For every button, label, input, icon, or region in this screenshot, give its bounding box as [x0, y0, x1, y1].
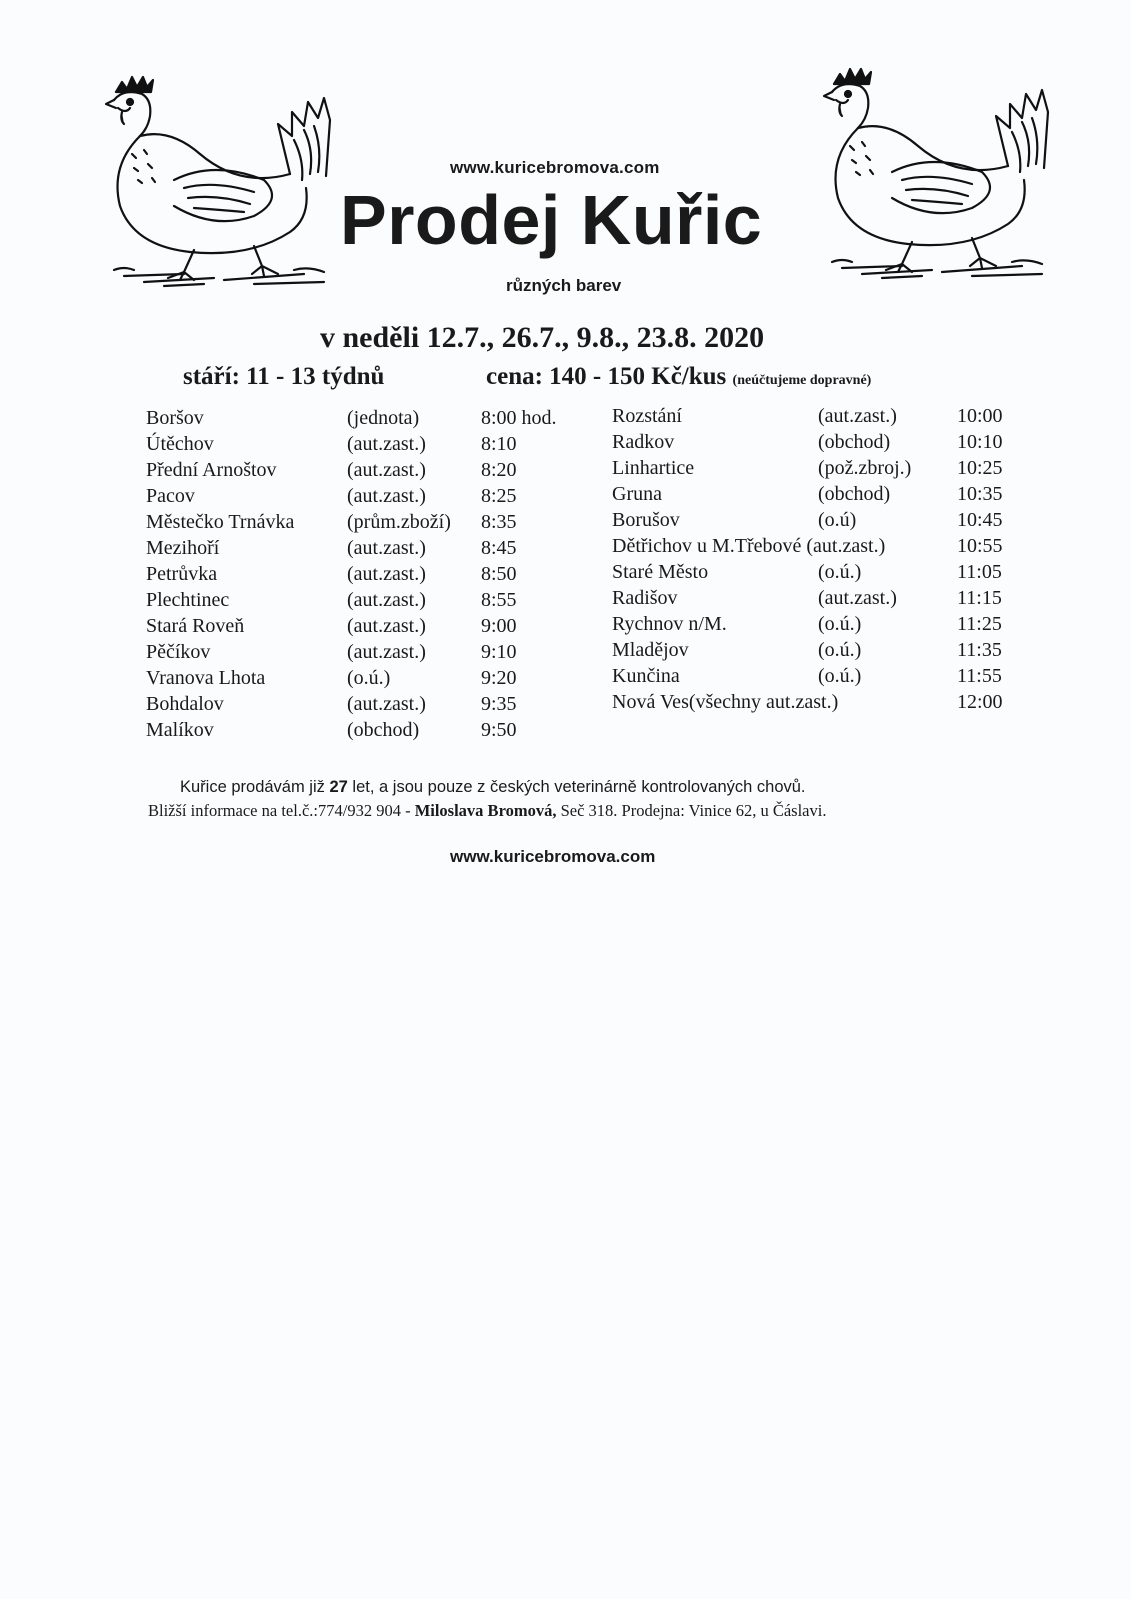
stop-time: 10:55	[957, 535, 1003, 557]
stop-type: (aut.zast.)	[347, 459, 426, 481]
schedule-row	[612, 689, 1012, 715]
stop-place: Bohdalov	[146, 693, 224, 715]
stop-time: 10:00	[957, 405, 1003, 427]
stop-place: Staré Město	[612, 561, 709, 583]
hen-illustration-right	[822, 62, 1062, 282]
stop-type: (obchod)	[347, 719, 420, 741]
schedule-row	[146, 665, 586, 691]
website-url-top: www.kuricebromova.com	[450, 158, 660, 177]
footer-info-line-2	[148, 801, 826, 821]
stop-time: 8:20	[481, 459, 517, 481]
stop-time: 9:35	[481, 693, 517, 715]
stop-place: Městečko Trnávka	[146, 511, 295, 533]
footer-info-line-1	[180, 778, 806, 797]
schedule-row	[146, 457, 586, 483]
stop-place: Radišov	[612, 587, 678, 609]
stop-type: (o.ú.)	[818, 665, 862, 687]
schedule-row	[146, 509, 586, 535]
footer-text: let, a jsou pouze z českých veterinárně kontrolovaných chovů.	[347, 778, 806, 796]
stop-type: (aut.zast.)	[347, 615, 426, 637]
stop-type: (aut.zast.)	[347, 433, 426, 455]
stop-place: Radkov	[612, 431, 675, 453]
stop-place: Petrůvka	[146, 563, 218, 585]
schedule-row	[612, 611, 1012, 637]
stop-type: (pož.zbroj.)	[818, 457, 912, 479]
price-info	[486, 363, 871, 391]
stop-type: (jednota)	[347, 407, 420, 429]
stop-place: Pěčíkov	[146, 641, 211, 663]
stop-place: Útěchov	[146, 433, 214, 455]
stop-time: 9:50	[481, 719, 517, 741]
contact-phone: Bližší informace na tel.č.:774/932 904 -	[148, 801, 415, 820]
schedule-row	[612, 429, 1012, 455]
hen-illustration-left	[104, 70, 344, 290]
schedule-row	[612, 455, 1012, 481]
stop-time: 9:20	[481, 667, 517, 689]
stop-place: Plechtinec	[146, 589, 230, 611]
stop-type: (o.ú.)	[818, 613, 862, 635]
stop-place: Pacov	[146, 485, 195, 507]
stop-type: (o.ú.)	[347, 667, 391, 689]
stop-time: 12:00	[957, 691, 1003, 713]
stop-time: 9:00	[481, 615, 517, 637]
stop-type: (o.ú)	[818, 509, 857, 531]
stop-time: 11:25	[957, 613, 1002, 635]
stop-time: 8:25	[481, 485, 517, 507]
page-title: Prodej Kuřic	[340, 181, 763, 259]
schedule-row	[146, 717, 586, 743]
schedule-row	[612, 533, 1012, 559]
stop-time: 10:25	[957, 457, 1003, 479]
stop-place: Přední Arnoštov	[146, 459, 277, 481]
schedule-row	[612, 507, 1012, 533]
stop-place: Rychnov n/M.	[612, 613, 727, 635]
schedule-row	[146, 691, 586, 717]
stop-place: Linhartice	[612, 457, 695, 479]
stop-time: 8:35	[481, 511, 517, 533]
schedule-row	[612, 559, 1012, 585]
schedule-row	[146, 587, 586, 613]
website-url-bottom: www.kuricebromova.com	[450, 847, 656, 866]
stop-place: Boršov	[146, 407, 204, 429]
stop-type: (prům.zboží)	[347, 511, 451, 533]
schedule-row	[612, 585, 1012, 611]
schedule-row	[146, 639, 586, 665]
stop-place: Mladějov	[612, 639, 689, 661]
stop-type: (aut.zast.)	[347, 641, 426, 663]
stop-place: Rozstání	[612, 405, 682, 427]
stop-type: (aut.zast.)	[818, 587, 897, 609]
stop-time: 8:50	[481, 563, 517, 585]
stop-place: Stará Roveň	[146, 615, 245, 637]
stop-time: 10:10	[957, 431, 1003, 453]
footer-text: Kuřice prodávám již	[180, 778, 330, 796]
stop-place: Vranova Lhota	[146, 667, 266, 689]
stop-time: 11:55	[957, 665, 1002, 687]
schedule-row	[146, 483, 586, 509]
schedule-row	[146, 535, 586, 561]
stop-time: 11:35	[957, 639, 1002, 661]
stop-time: 9:10	[481, 641, 517, 663]
stop-place: Gruna	[612, 483, 662, 505]
age-info: stáří: 11 - 13 týdnů	[183, 363, 385, 390]
stop-time: 10:35	[957, 483, 1003, 505]
stop-place: Nová Ves(všechny aut.zast.)	[612, 691, 839, 713]
stop-type: (aut.zast.)	[347, 537, 426, 559]
schedule-row	[612, 637, 1012, 663]
contact-address: Seč 318. Prodejna: Vinice 62, u Čáslavi.	[556, 801, 827, 820]
stop-time: 8:10	[481, 433, 517, 455]
stop-place: Borušov	[612, 509, 680, 531]
stop-type: (aut.zast.)	[347, 693, 426, 715]
stop-time: 8:55	[481, 589, 517, 611]
schedule-row	[612, 403, 1012, 429]
stop-place: Mezihoří	[146, 537, 220, 559]
stop-type: (aut.zast.)	[347, 589, 426, 611]
schedule-row	[146, 613, 586, 639]
schedule-row	[146, 561, 586, 587]
years-count: 27	[329, 778, 348, 796]
stop-type: (obchod)	[818, 483, 891, 505]
stop-time: 8:45	[481, 537, 517, 559]
stop-place: Dětřichov u M.Třebové (aut.zast.)	[612, 535, 886, 557]
contact-name: Miloslava Bromová,	[414, 801, 557, 820]
stop-time: 10:45	[957, 509, 1003, 531]
schedule-left	[146, 405, 586, 743]
stop-time: 11:15	[957, 587, 1002, 609]
stop-time: 8:00 hod.	[481, 407, 557, 429]
stop-type: (aut.zast.)	[818, 405, 897, 427]
schedule-row	[612, 663, 1012, 689]
stop-place: Malíkov	[146, 719, 214, 741]
page-subtitle: různých barev	[506, 276, 622, 295]
schedule-row	[612, 481, 1012, 507]
schedule-right	[612, 403, 1012, 715]
stop-type: (aut.zast.)	[347, 485, 426, 507]
stop-type: (obchod)	[818, 431, 891, 453]
price-note: (neúčtujeme dopravné)	[732, 373, 872, 388]
stop-time: 11:05	[957, 561, 1002, 583]
sale-dates: v neděli 12.7., 26.7., 9.8., 23.8. 2020	[320, 321, 765, 354]
stop-type: (o.ú.)	[818, 639, 862, 661]
stop-place: Kunčina	[612, 665, 680, 687]
stop-type: (aut.zast.)	[347, 563, 426, 585]
schedule-row	[146, 405, 586, 431]
stop-type: (o.ú.)	[818, 561, 862, 583]
price-value: cena: 140 - 150 Kč/kus	[486, 363, 727, 390]
schedule-row	[146, 431, 586, 457]
